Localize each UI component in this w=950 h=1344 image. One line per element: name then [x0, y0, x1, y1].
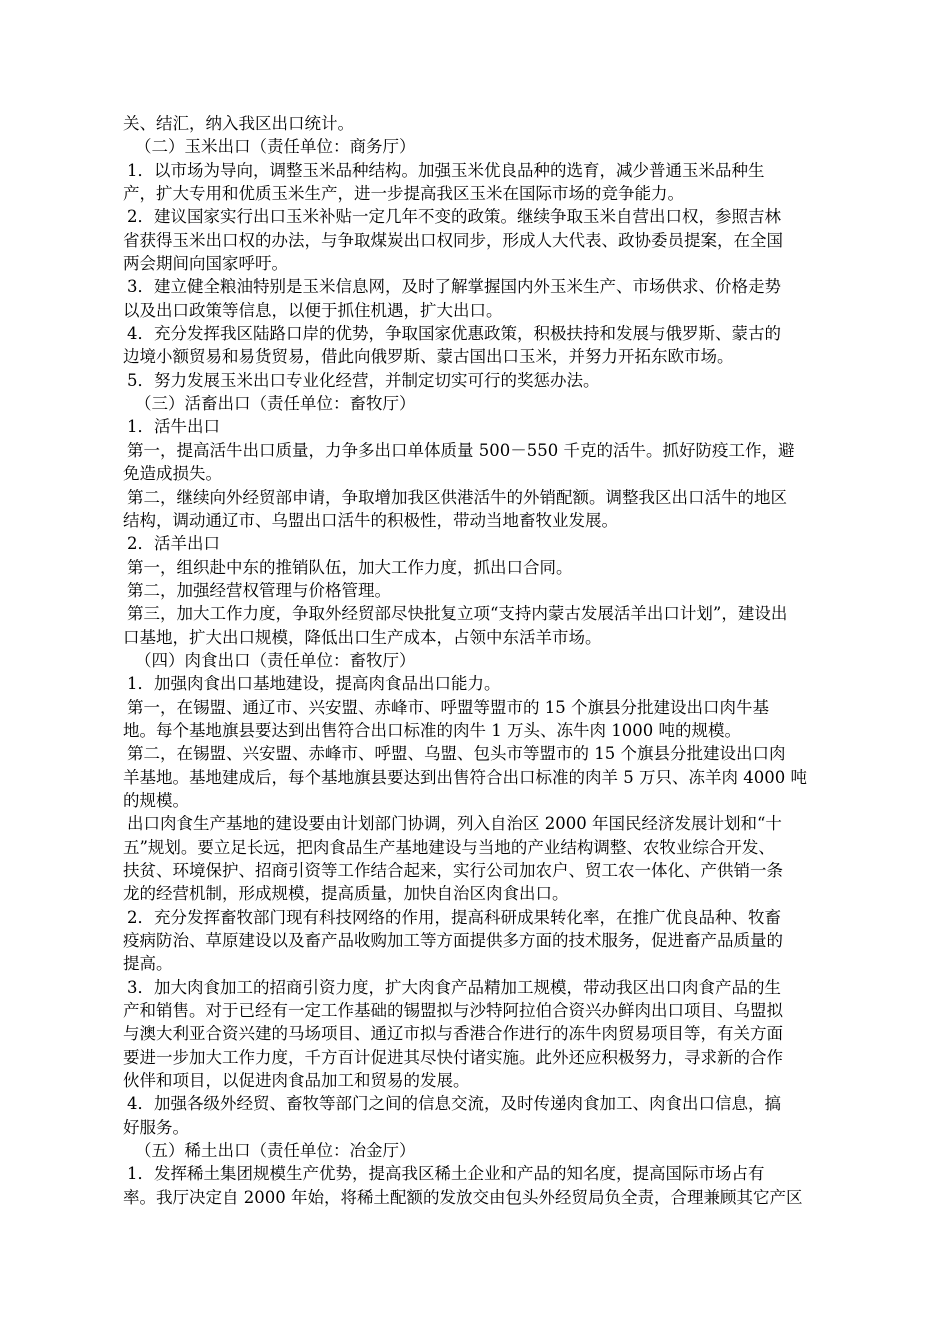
text-line: 产和销售。对于已经有一定工作基础的锡盟拟与沙特阿拉伯合资兴办鲜肉出口项目、乌盟拟 — [123, 1001, 783, 1021]
document-page — [123, 112, 838, 1209]
text-line: （四）肉食出口（责任单位：畜牧厅） — [135, 650, 416, 670]
text-line: 伙伴和项目，以促进肉食品加工和贸易的发展。 — [123, 1071, 470, 1091]
text-line: 免造成损失。 — [123, 464, 222, 484]
text-line: 产，扩大专用和优质玉米生产，进一步提高我区玉米在国际市场的竞争能力。 — [123, 184, 684, 204]
text-line: 第一，组织赴中东的推销队伍，加大工作力度，抓出口合同。 — [127, 557, 573, 577]
text-line: （二）玉米出口（责任单位：商务厅） — [135, 137, 416, 157]
text-line: 羊基地。基地建成后，每个基地旗县要达到出售符合出口标准的肉羊 5 万只、冻羊肉 4000 吨 — [123, 767, 807, 787]
text-line: 以及出口政策等信息，以便于抓住机遇，扩大出口。 — [123, 300, 503, 320]
text-line: 第二，在锡盟、兴安盟、赤峰市、呼盟、乌盟、包头市等盟市的 15 个旗县分批建设出口肉 — [127, 744, 786, 764]
text-line: 五”规划。要立足长远，把肉食品生产基地建设与当地的产业结构调整、农牧业综合开发、 — [123, 837, 775, 857]
text-line: 龙的经营机制，形成规模，提高质量，加快自治区肉食出口。 — [123, 884, 569, 904]
text-line: 1．发挥稀土集团规模生产优势，提高我区稀土企业和产品的知名度，提高国际市场占有 — [127, 1164, 765, 1184]
text-line: 地。每个基地旗县要达到出售符合出口标准的肉牛 1 万头、冻牛肉 1000 吨的规模。 — [123, 720, 741, 740]
text-line: 1．加强肉食出口基地建设，提高肉食品出口能力。 — [127, 674, 501, 694]
text-line: 省获得玉米出口权的办法，与争取煤炭出口权同步，形成人大代表、政协委员提案，在全国 — [123, 230, 783, 250]
text-line: 边境小额贸易和易货贸易，借此向俄罗斯、蒙古国出口玉米，并努力开拓东欧市场。 — [123, 347, 734, 367]
text-line: 提高。 — [123, 954, 173, 974]
text-line: 3．建立健全粮油特别是玉米信息网，及时了解掌握国内外玉米生产、市场供求、价格走势 — [127, 277, 781, 297]
text-line: 4．加强各级外经贸、畜牧等部门之间的信息交流，及时传递肉食加工、肉食出口信息，搞 — [127, 1094, 781, 1114]
text-line: 两会期间向国家呼吁。 — [123, 254, 288, 274]
text-line: 2．活羊出口 — [127, 534, 220, 554]
text-line: 关、结汇，纳入我区出口统计。 — [123, 114, 354, 133]
text-line: 率。我厅决定自 2000 年始，将稀土配额的发放交由包头外经贸局负全责，合理兼顾其它产区 — [123, 1187, 803, 1207]
text-line: 4．充分发挥我区陆路口岸的优势，争取国家优惠政策，积极扶持和发展与俄罗斯、蒙古的 — [127, 324, 781, 344]
text-line: 好服务。 — [123, 1117, 189, 1137]
text-line: 2．建议国家实行出口玉米补贴一定几年不变的政策。继续争取玉米自营出口权，参照吉林 — [127, 207, 781, 227]
text-line: 结构，调动通辽市、乌盟出口活牛的积极性，带动当地畜牧业发展。 — [123, 510, 618, 530]
text-line: 疫病防治、草原建设以及畜产品收购加工等方面提供多方面的技术服务，促进畜产品质量的 — [123, 931, 783, 951]
text-line: 口基地，扩大出口规模，降低出口生产成本，占领中东活羊市场。 — [123, 627, 602, 647]
text-line: 第一，提高活牛出口质量，力争多出口单体质量 500－550 千克的活牛。抓好防疫工作，避 — [127, 440, 795, 460]
text-line: 出口肉食生产基地的建设要由计划部门协调，列入自治区 2000 年国民经济发展计划和“十 — [127, 814, 782, 834]
text-line: （三）活畜出口（责任单位：畜牧厅） — [135, 394, 416, 414]
text-line: 与澳大利亚合资兴建的马场项目、通辽市拟与香港合作进行的冻牛肉贸易项目等，有关方面 — [123, 1024, 783, 1044]
text-line: 1．活牛出口 — [127, 417, 220, 437]
text-line: 第三，加大工作力度，争取外经贸部尽快批复立项“支持内蒙古发展活羊出口计划”，建设出 — [127, 604, 788, 624]
text-line: 1．以市场为导向，调整玉米品种结构。加强玉米优良品种的选育，减少普通玉米品种生 — [127, 160, 765, 180]
text-line: （五）稀土出口（责任单位：冶金厅） — [135, 1141, 416, 1161]
text-line: 的规模。 — [123, 790, 189, 810]
text-line: 3．加大肉食加工的招商引资力度，扩大肉食产品精加工规模，带动我区出口肉食产品的生 — [127, 977, 781, 997]
text-line: 5．努力发展玉米出口专业化经营，并制定切实可行的奖惩办法。 — [127, 370, 600, 390]
text-line: 第二，继续向外经贸部申请，争取增加我区供港活牛的外销配额。调整我区出口活牛的地区 — [127, 487, 787, 507]
text-line: 2．充分发挥畜牧部门现有科技网络的作用，提高科研成果转化率，在推广优良品种、牧畜 — [127, 907, 781, 927]
text-line: 要进一步加大工作力度，千方百计促进其尽快付诸实施。此外还应积极努力，寻求新的合作 — [123, 1047, 783, 1067]
text-line: 第一，在锡盟、通辽市、兴安盟、赤峰市、呼盟等盟市的 15 个旗县分批建设出口肉牛基 — [127, 697, 769, 717]
text-line: 扶贫、环境保护、招商引资等工作结合起来，实行公司加农户、贸工农一体化、产供销一条 — [123, 861, 783, 880]
text-line: 第二，加强经营权管理与价格管理。 — [127, 580, 391, 600]
